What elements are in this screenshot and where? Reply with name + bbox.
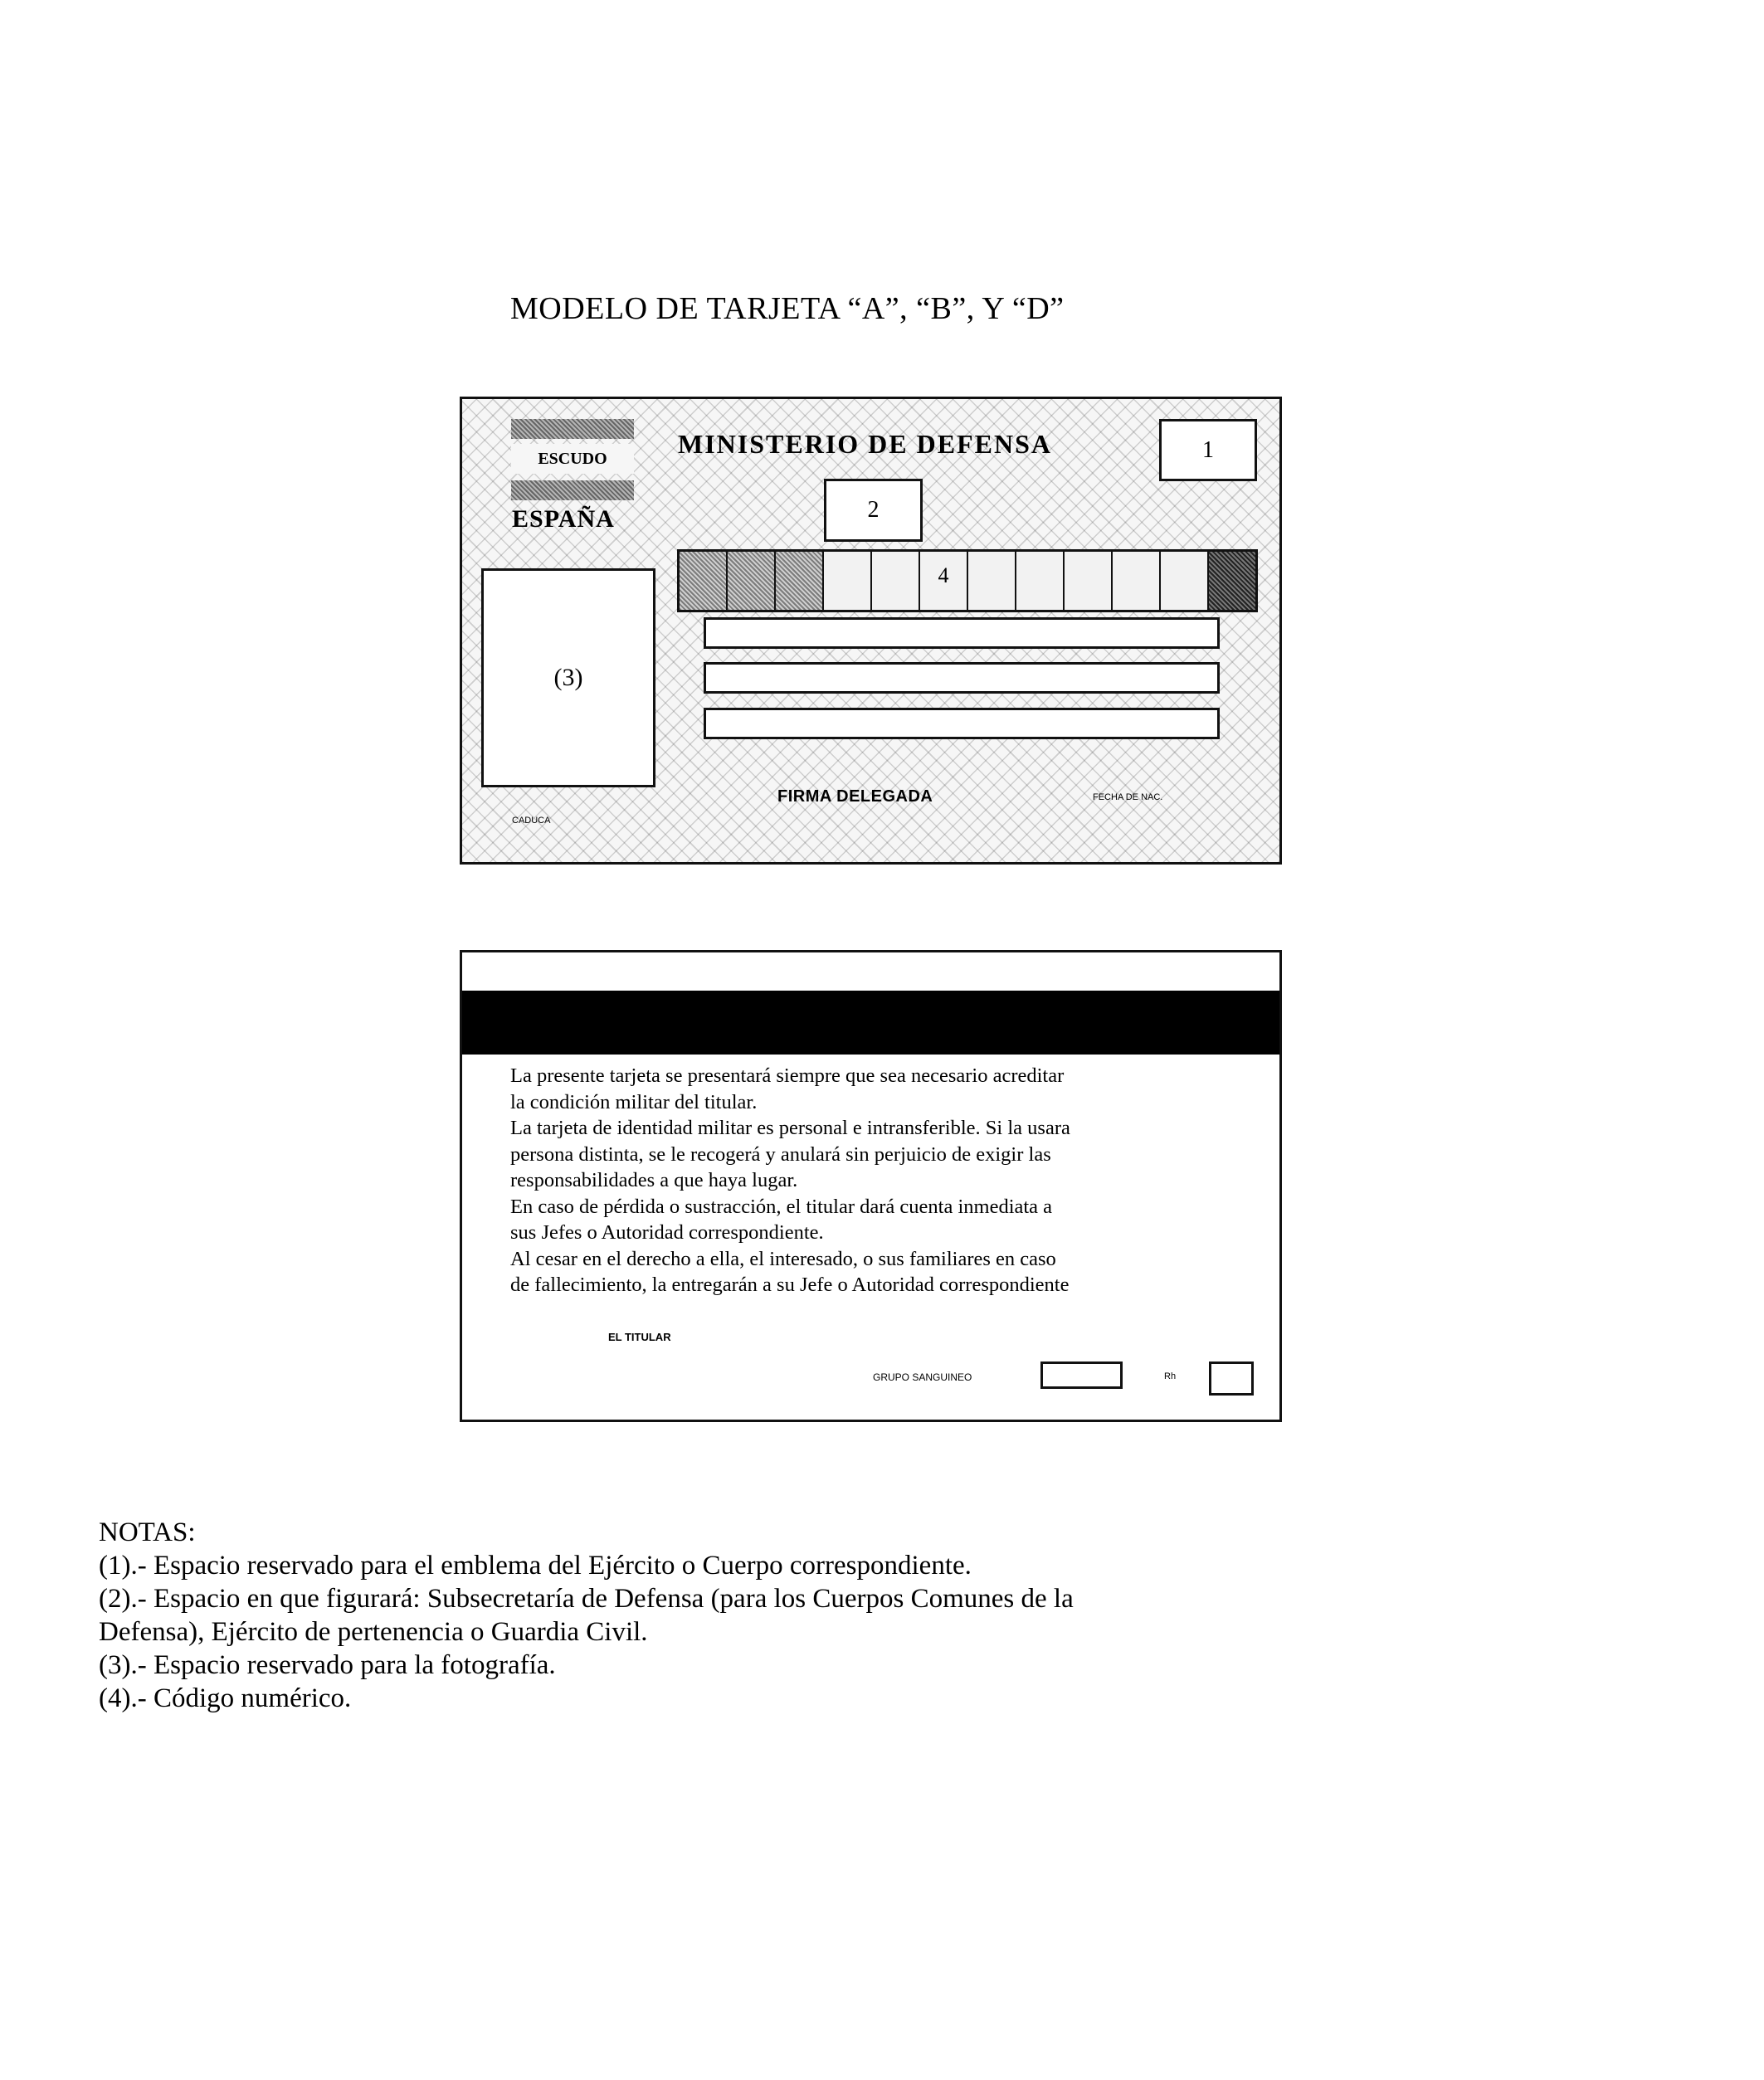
notes-heading: NOTAS: (99, 1517, 196, 1547)
titular-label: EL TITULAR (608, 1331, 671, 1343)
caduca-label: CADUCA (512, 816, 551, 826)
escudo-stripe-bottom (511, 480, 634, 500)
photo-box: (3) (481, 568, 655, 787)
back-text-line: responsabilidades a que haya lugar. (510, 1169, 798, 1191)
code-cell (680, 552, 728, 610)
code-cell-label: 4 (920, 552, 968, 610)
code-cell (1209, 552, 1255, 610)
code-cell (1161, 552, 1209, 610)
code-cell (1065, 552, 1113, 610)
emblem-box: 1 (1159, 419, 1257, 481)
code-cell (824, 552, 872, 610)
notes-section (99, 1516, 1074, 1715)
magnetic-stripe (462, 991, 1279, 1055)
back-text-line: de fallecimiento, la entregarán a su Jefe o Autoridad correspondiente (510, 1274, 1070, 1296)
rh-label: Rh (1164, 1371, 1177, 1381)
escudo-label: ESCUDO (511, 444, 634, 474)
rh-box (1209, 1361, 1254, 1396)
data-line-1 (704, 617, 1220, 649)
note-item: Defensa), Ejército de pertenencia o Guardia Civil. (99, 1617, 648, 1647)
espana-label: ESPAÑA (512, 505, 615, 533)
grupo-sanguineo-label: GRUPO SANGUINEO (873, 1371, 972, 1383)
code-cell (728, 552, 776, 610)
firma-delegada-label: FIRMA DELEGADA (777, 787, 933, 806)
branch-box: 2 (824, 479, 923, 542)
code-cell (872, 552, 920, 610)
card-front (460, 397, 1282, 865)
card-back-text (510, 1063, 1274, 1298)
code-cell (1016, 552, 1065, 610)
back-text-line: Al cesar en el derecho a ella, el interesado, o sus familiares en caso (510, 1247, 1056, 1270)
code-cell (776, 552, 824, 610)
numeric-code-strip (677, 549, 1258, 612)
back-text-line: En caso de pérdida o sustracción, el titular dará cuenta inmediata a (510, 1195, 1053, 1218)
note-item: (4).- Código numérico. (99, 1683, 352, 1713)
document-title: MODELO DE TARJETA “A”, “B”, Y “D” (510, 291, 1065, 326)
escudo-stripe-top (511, 419, 634, 439)
back-text-line: sus Jefes o Autoridad correspondiente. (510, 1221, 824, 1244)
code-cell (1113, 552, 1161, 610)
grupo-sanguineo-box (1040, 1361, 1123, 1389)
ministerio-heading: MINISTERIO DE DEFENSA (678, 429, 1052, 459)
note-item: (1).- Espacio reservado para el emblema del Ejército o Cuerpo correspondiente. (99, 1551, 972, 1581)
data-line-3 (704, 708, 1220, 739)
back-text-line: persona distinta, se le recogerá y anulará sin perjuicio de exigir las (510, 1142, 1051, 1166)
data-line-2 (704, 662, 1220, 694)
note-item: (2).- Espacio en que figurará: Subsecretaría de Defensa (para los Cuerpos Comunes de la (99, 1584, 1074, 1614)
fecha-nac-label: FECHA DE NAC. (1093, 792, 1163, 802)
back-text-line: La tarjeta de identidad militar es personal e intransferible. Si la usara (510, 1117, 1070, 1139)
card-back (460, 950, 1282, 1422)
code-cell (968, 552, 1016, 610)
back-text-line: La presente tarjeta se presentará siempre que sea necesario acreditar (510, 1064, 1065, 1087)
note-item: (3).- Espacio reservado para la fotografía. (99, 1650, 556, 1680)
back-text-line: la condición militar del titular. (510, 1090, 758, 1113)
